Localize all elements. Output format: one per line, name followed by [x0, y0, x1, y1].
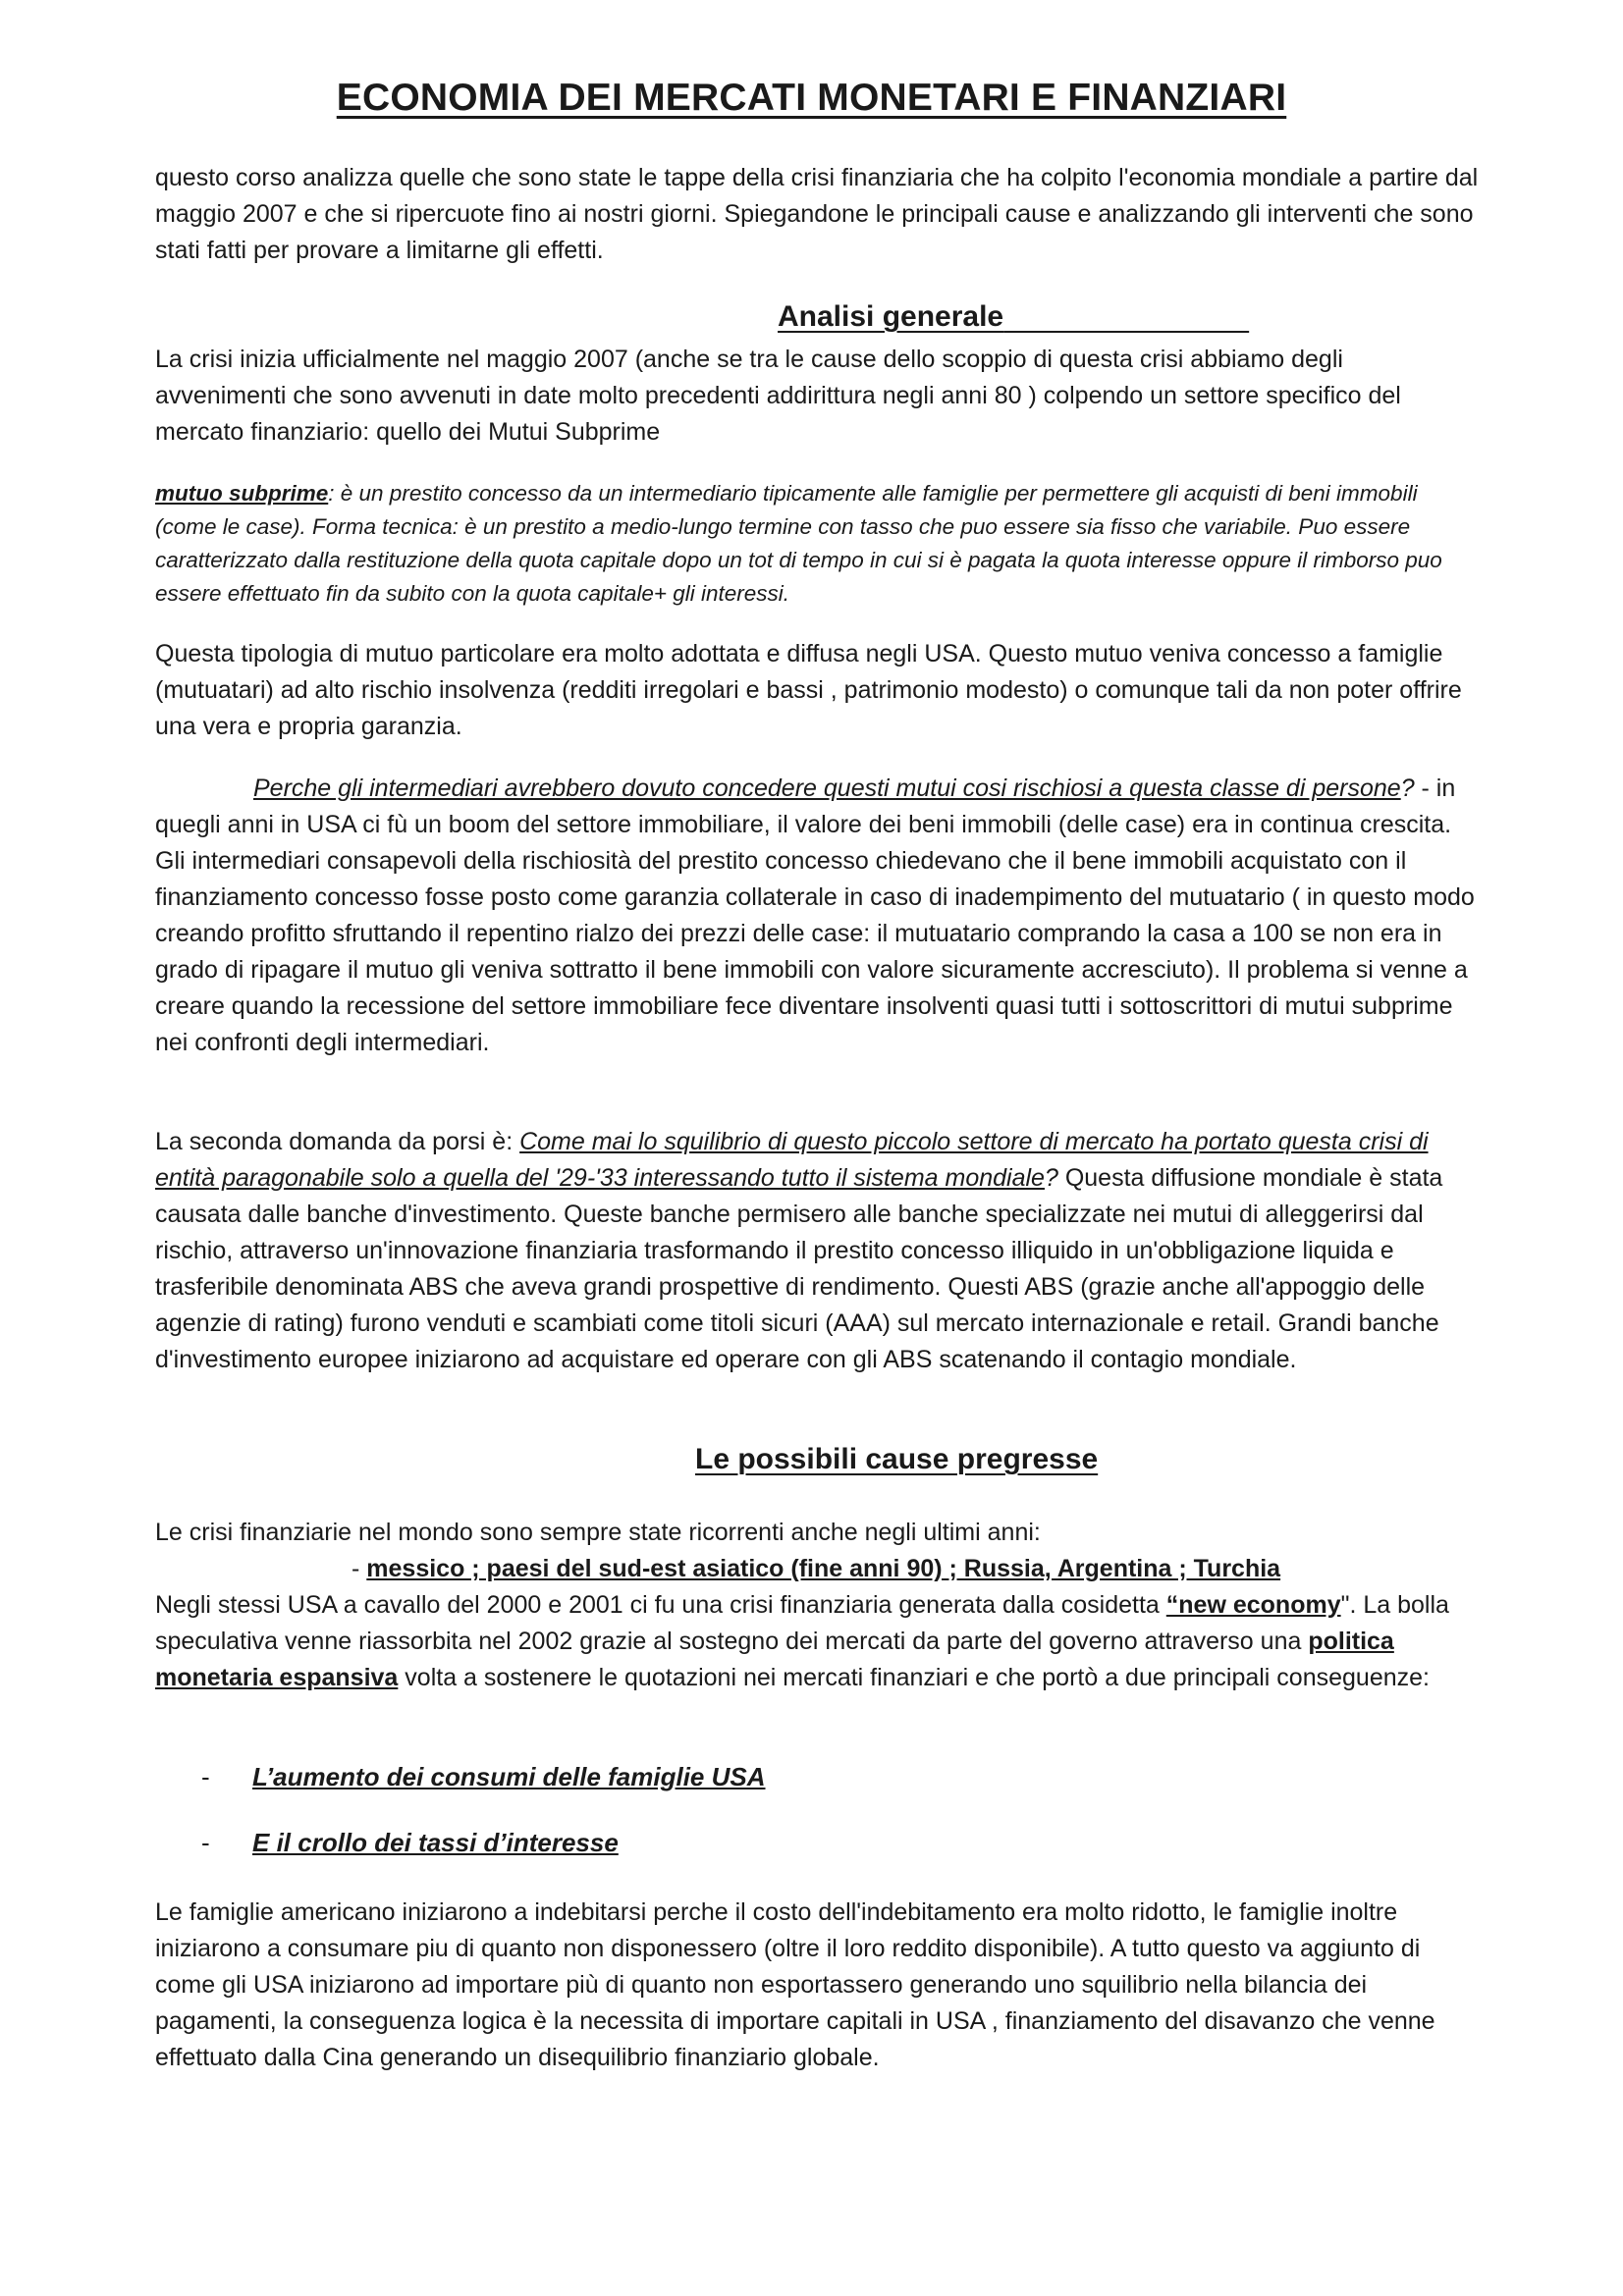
consequence-text: E il crollo dei tassi d’interesse	[252, 1828, 619, 1857]
analisi-paragraph-3-text: - in quegli anni in USA ci fù un boom del settore immobiliare, il valore dei beni immobili (delle case) era in continua crescita. Gli intermediari consapevoli della rischiosità del prestito concesso chiedevano che il bene immobili acquistato con il finanziamento concesso fosse posto come garanzia collaterale in caso di inadempimento del mutuatario ( in questo modo creando profitto sfruttando il repentino rialzo dei prezzi delle case: il mutuatario comprando la casa a 100 se non era in grado di ripagare il mutuo gli veniva sottratto il bene immobili con valore sicuramente accresciuto). Il problema si venne a creare quando la recessione del settore immobiliare fece diventare insolventi quasi tutti i sottoscrittori di mutui subprime nei confronti degli intermediari.	[155, 774, 1475, 1056]
analisi-paragraph-2: Questa tipologia di mutuo particolare era molto adottata e diffusa negli USA. Questo mutuo veniva concesso a famiglie (mutuatari) ad alto rischio insolvenza (redditi irregolari e bassi , patrimonio modesto) o comunque tali da non poter offrire una vera e propria garanzia.	[155, 640, 1462, 740]
page-title: ECONOMIA DEI MERCATI MONETARI E FINANZIARI	[336, 77, 1287, 119]
consequence-bullet: -	[201, 1828, 210, 1857]
countries-dash: -	[352, 1555, 367, 1582]
definition-text: : è un prestito concesso da un intermediario tipicamente alle famiglie per permettere gli acquisti di beni immobili (come le case). Forma tecnica: è un prestito a medio-lungo termine con tasso che puo essere sia fisso che variabile. Puo essere caratterizzato dalla restituzione della quota capitale dopo un tot di tempo in cui si è pagata la quota interesse oppure il rimborso puo essere effettuato fin da subito con la quota capitale+ gli interessi.	[155, 481, 1442, 606]
question-2-mark: ?	[1044, 1164, 1058, 1192]
new-economy-term: “new economy	[1165, 1591, 1341, 1619]
consequence-bullet: -	[201, 1762, 210, 1791]
consequence-text: L’aumento dei consumi delle famiglie USA	[252, 1762, 766, 1791]
definition-block	[155, 477, 1481, 611]
analisi-paragraph-1: La crisi inizia ufficialmente nel maggio 2007 (anche se tra le cause dello scoppio di questa crisi abbiamo degli avvenimenti che sono avvenuti in date molto precedenti addirittura negli anni 80 ) colpendo un settore specifico del mercato finanziario: quello dei Mutui Subprime	[155, 346, 1401, 446]
cause-paragraph-1: Le crisi finanziarie nel mondo sono sempre state ricorrenti anche negli ultimi anni:	[155, 1519, 1041, 1546]
section-heading-analisi-text: Analisi generale	[778, 300, 1004, 333]
intro-paragraph: questo corso analizza quelle che sono state le tappe della crisi finanziaria che ha colpito l'economia mondiale a partire dal maggio 2007 e che si ripercuote fino ai nostri giorni. Spiegandone le principali cause e analizzando gli interventi che sono stati fatti per provare a limitarne gli effetti.	[155, 164, 1479, 264]
paragraph-4-lead: La seconda domanda da porsi è:	[155, 1128, 520, 1155]
section-heading-cause: Le possibili cause pregresse	[695, 1443, 1099, 1475]
policy-term: politica monetaria espansiva	[155, 1628, 1394, 1691]
question-1-mark: ?	[1400, 774, 1415, 802]
para2-b: ". La bolla speculativa venne riassorbita nel 2002 grazie al sostegno dei mercati da parte del governo attraverso una	[155, 1591, 1449, 1655]
definition-term: mutuo subprime	[155, 481, 329, 506]
question-2: Come mai lo squilibrio di questo piccolo settore di mercato ha portato questa crisi di entità paragonabile solo a quella del '29-'33 interessando tutto il sistema mondiale	[155, 1128, 1429, 1192]
countries-list: messico ; paesi del sud-est asiatico (fine anni 90) ; Russia, Argentina ; Turchia	[366, 1555, 1281, 1582]
paragraph-4-rest: Questa diffusione mondiale è stata causata dalle banche d'investimento. Queste banche permisero alle banche specializzate nei mutui di alleggerirsi dal rischio, attraverso un'innovazione finanziaria trasformando il prestito concesso illiquido in un'obbligazione liquida e trasferibile denominata ABS che aveva grandi prospettive di rendimento. Questi ABS (grazie anche all'appoggio delle agenzie di rating) furono venduti e scambiati come titoli sicuri (AAA) sul mercato internazionale e retail. Grandi banche d'investimento europee iniziarono ad acquistare ed operare con gli ABS scatenando il contagio mondiale.	[155, 1164, 1443, 1373]
section-heading-analisi	[778, 300, 1479, 334]
analisi-paragraph-4	[155, 1124, 1481, 1378]
question-1: Perche gli intermediari avrebbero dovuto concedere questi mutui cosi rischiosi a questa classe di persone	[253, 774, 1401, 802]
cause-paragraph-2	[155, 1587, 1481, 1696]
para2-a: Negli stessi USA a cavallo del 2000 e 2001 ci fu una crisi finanziaria generata dalla cosidetta	[155, 1591, 1166, 1619]
countries-line	[352, 1551, 1481, 1587]
cause-paragraph-3: Le famiglie americano iniziarono a indebitarsi perche il costo dell'indebitamento era molto ridotto, le famiglie inoltre iniziarono a consumare piu di quanto non disponessero (oltre il loro reddito disponibile). A tutto questo va aggiunto di come gli USA iniziarono ad importare più di quanto non esportassero generando uno squilibrio nella bilancia dei pagamenti, la conseguenza logica è la necessita di importare capitali in USA , finanziamento del disavanzo che venne effettuato dalla Cina generando un disequilibrio finanziario globale.	[155, 1898, 1435, 2071]
analisi-paragraph-3	[155, 771, 1481, 1061]
para2-c: volta a sostenere le quotazioni nei mercati finanziari e che portò a due principali conseguenze:	[398, 1664, 1430, 1691]
